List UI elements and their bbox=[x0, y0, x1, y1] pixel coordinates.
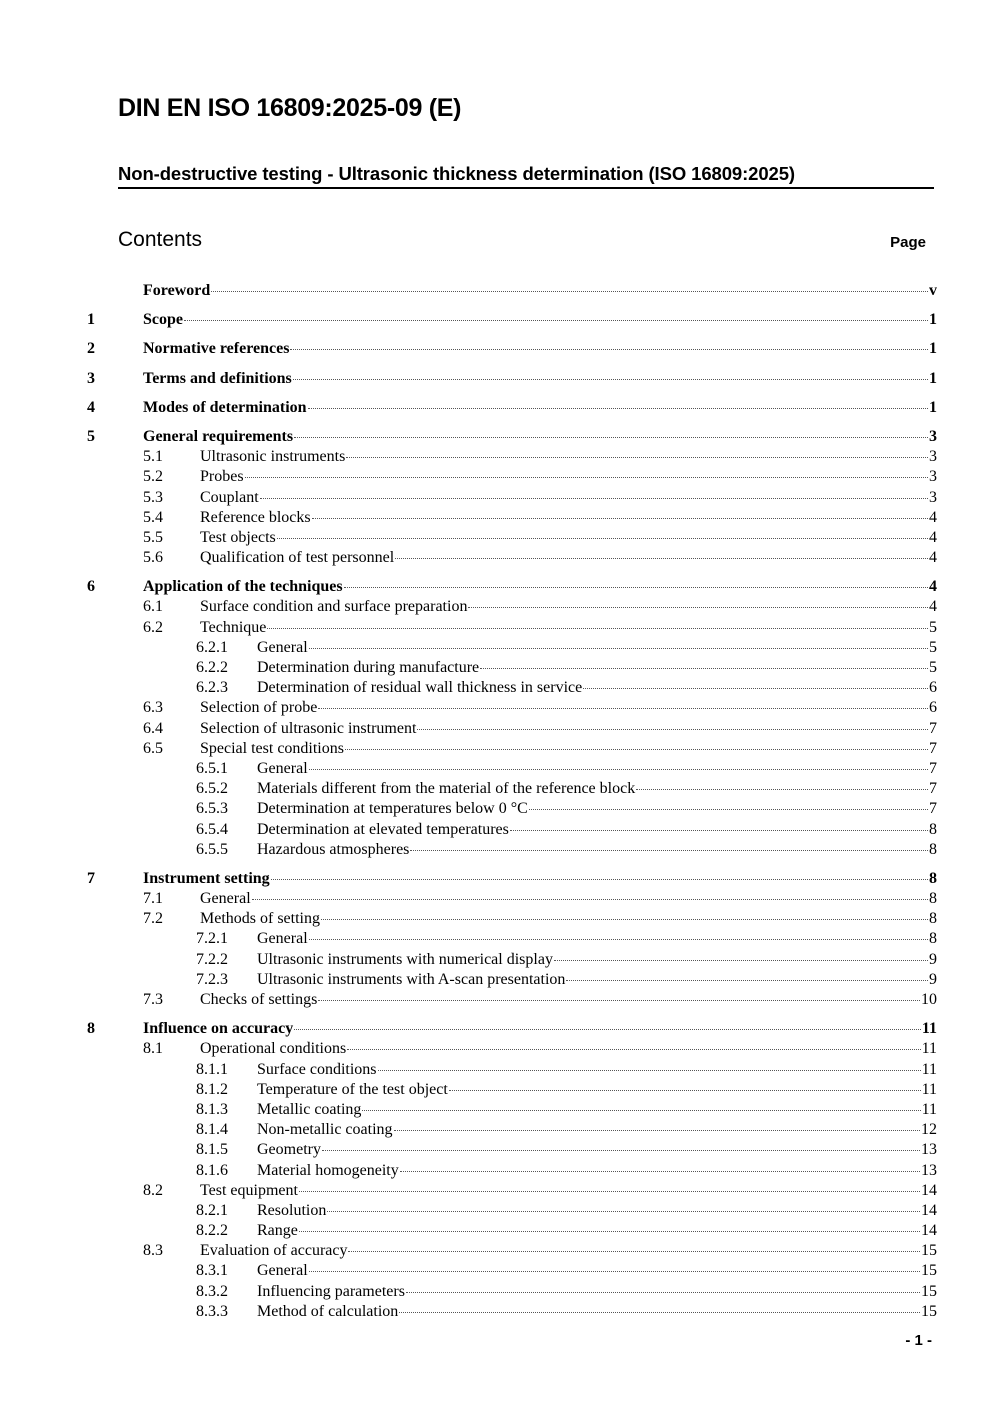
toc-entry[interactable] bbox=[87, 427, 937, 447]
toc-entry-page: 11 bbox=[921, 1020, 937, 1038]
toc-entry-title: General bbox=[257, 930, 308, 948]
toc-entry-number: 8.1.5 bbox=[196, 1141, 228, 1159]
dot-leader bbox=[346, 457, 928, 458]
toc-entry[interactable] bbox=[87, 799, 937, 819]
toc-entry-title: Operational conditions bbox=[200, 1040, 347, 1058]
toc-entry-page: 8 bbox=[929, 820, 937, 838]
toc-entry-number: 7 bbox=[87, 869, 95, 887]
toc-entry[interactable] bbox=[87, 577, 937, 597]
toc-entry-number: 6.2.2 bbox=[196, 659, 228, 676]
toc-entry-number: 5.6 bbox=[143, 549, 163, 567]
toc-entry[interactable] bbox=[87, 597, 937, 617]
toc-entry[interactable] bbox=[87, 508, 937, 528]
toc-entry-title: Terms and definitions bbox=[143, 369, 292, 387]
toc-entry[interactable] bbox=[87, 1060, 937, 1080]
dot-leader bbox=[309, 1271, 920, 1272]
toc-entry-title: Application of the techniques bbox=[143, 578, 343, 596]
toc-entry[interactable] bbox=[87, 1201, 937, 1221]
toc-entry-number: 7.1 bbox=[143, 890, 163, 908]
toc-entry-page: 7 bbox=[929, 800, 937, 818]
toc-entry-number: 6.5.5 bbox=[196, 840, 228, 858]
dot-leader bbox=[554, 960, 928, 961]
toc-entry-number: 5.5 bbox=[143, 528, 163, 546]
toc-entry[interactable] bbox=[87, 618, 937, 638]
toc-entry-number: 6.1 bbox=[143, 598, 163, 616]
toc-entry-number: 8.1.6 bbox=[196, 1161, 228, 1179]
toc-entry-title: Foreword bbox=[143, 282, 211, 299]
toc-entry-title: Reference blocks bbox=[200, 508, 311, 526]
toc-entry-page: 3 bbox=[929, 427, 937, 445]
toc-entry[interactable] bbox=[87, 889, 937, 909]
toc-entry-page: 8 bbox=[929, 930, 937, 948]
toc-entry-number: 8.3.2 bbox=[196, 1282, 228, 1300]
toc-entry-page: 11 bbox=[921, 1100, 937, 1118]
document-title: DIN EN ISO 16809:2025-09 (E) bbox=[118, 94, 462, 122]
dot-leader bbox=[636, 789, 928, 790]
dot-leader bbox=[399, 1312, 920, 1313]
dot-leader bbox=[290, 349, 928, 350]
dot-leader bbox=[267, 628, 928, 629]
toc-entry-number: 6.4 bbox=[143, 719, 163, 737]
toc-entry-page: 6 bbox=[929, 679, 937, 697]
toc-entry-title: Material homogeneity bbox=[257, 1161, 399, 1179]
dot-leader bbox=[566, 980, 928, 981]
toc-entry-page: 14 bbox=[921, 1222, 937, 1240]
dot-leader bbox=[394, 1130, 920, 1131]
dot-leader bbox=[271, 879, 928, 880]
dot-leader bbox=[308, 408, 928, 409]
toc-entry[interactable] bbox=[87, 1120, 937, 1140]
toc-entry-title: General bbox=[257, 1262, 308, 1280]
toc-entry-page: 3 bbox=[929, 468, 937, 486]
toc-entry[interactable] bbox=[87, 281, 937, 301]
toc-entry-number: 7.2.2 bbox=[196, 950, 228, 968]
toc-entry-title: Determination at elevated temperatures bbox=[257, 820, 509, 838]
toc-entry[interactable] bbox=[87, 1261, 937, 1281]
dot-leader bbox=[395, 558, 928, 559]
toc-entry-page: 4 bbox=[929, 598, 937, 616]
toc-entry-page: 5 bbox=[929, 659, 937, 676]
dot-leader bbox=[529, 809, 928, 810]
toc-entry-number: 8.1.2 bbox=[196, 1080, 228, 1098]
toc-entry-number: 1 bbox=[87, 311, 95, 329]
toc-entry-page: 12 bbox=[921, 1121, 937, 1139]
toc-entry-title: General bbox=[257, 759, 308, 777]
toc-entry-title: Instrument setting bbox=[143, 869, 270, 887]
toc-entry-title: Resolution bbox=[257, 1201, 327, 1219]
toc-entry-title: Ultrasonic instruments with numerical display bbox=[257, 950, 553, 968]
toc-entry-number: 6 bbox=[87, 578, 95, 596]
toc-entry-number: 8.1.3 bbox=[196, 1100, 228, 1118]
toc-entry[interactable] bbox=[87, 990, 937, 1010]
toc-entry-number: 8.1.1 bbox=[196, 1060, 228, 1078]
toc-entry[interactable] bbox=[87, 840, 937, 860]
toc-entry-title: General requirements bbox=[143, 427, 294, 445]
toc-entry-number: 8.2.1 bbox=[196, 1201, 228, 1219]
toc-entry[interactable] bbox=[87, 869, 937, 889]
toc-entry-page: 11 bbox=[921, 1040, 937, 1058]
toc-entry-page: 5 bbox=[929, 618, 937, 636]
toc-entry-title: Evaluation of accuracy bbox=[200, 1242, 348, 1260]
toc-entry[interactable] bbox=[87, 528, 937, 548]
toc-entry-page: 1 bbox=[929, 369, 937, 387]
toc-entry[interactable] bbox=[87, 1140, 937, 1160]
toc-entry-number: 6.3 bbox=[143, 699, 163, 717]
toc-entry[interactable] bbox=[87, 488, 937, 508]
toc-entry-title: Normative references bbox=[143, 340, 290, 358]
dot-leader bbox=[294, 1029, 921, 1030]
toc-entry-title: Non-metallic coating bbox=[257, 1121, 393, 1139]
toc-entry[interactable] bbox=[87, 698, 937, 718]
dot-leader bbox=[321, 919, 928, 920]
toc-entry-title: Special test conditions bbox=[200, 739, 344, 757]
toc-entry[interactable] bbox=[87, 1019, 937, 1039]
toc-entry-title: Test objects bbox=[200, 528, 276, 546]
toc-entry-number: 6.5.2 bbox=[196, 780, 228, 798]
dot-leader bbox=[449, 1090, 921, 1091]
toc-entry-title: Probes bbox=[200, 468, 244, 486]
toc-entry[interactable] bbox=[87, 929, 937, 949]
toc-entry[interactable] bbox=[87, 310, 937, 330]
toc-entry-title: Materials different from the material of the reference block bbox=[257, 780, 636, 798]
toc-entry[interactable] bbox=[87, 1282, 937, 1302]
dot-leader bbox=[318, 708, 928, 709]
dot-leader bbox=[345, 749, 928, 750]
toc-entry-title: Selection of ultrasonic instrument bbox=[200, 719, 417, 737]
toc-entry[interactable] bbox=[87, 1039, 937, 1059]
toc-entry[interactable] bbox=[87, 1100, 937, 1120]
toc-entry-title: Hazardous atmospheres bbox=[257, 840, 410, 858]
toc-entry-page: 8 bbox=[929, 910, 937, 928]
toc-entry[interactable] bbox=[87, 759, 937, 779]
toc-entry-title: Surface conditions bbox=[257, 1060, 377, 1078]
dot-leader bbox=[309, 648, 928, 649]
toc-entry-title: Test equipment bbox=[200, 1181, 298, 1199]
toc-entry-page: 11 bbox=[921, 1060, 937, 1078]
toc-entry-page: 7 bbox=[929, 719, 937, 737]
page-column-label: Page bbox=[890, 234, 926, 251]
contents-heading: Contents bbox=[118, 228, 203, 251]
toc-entry-number: 8.2.2 bbox=[196, 1222, 228, 1240]
toc-entry-page: 8 bbox=[929, 840, 937, 858]
toc-entry-title: Modes of determination bbox=[143, 398, 307, 416]
dot-leader bbox=[277, 538, 928, 539]
toc-entry-page: 11 bbox=[921, 1080, 937, 1098]
toc-entry-title: Couplant bbox=[200, 488, 259, 506]
toc-entry-number: 5.4 bbox=[143, 508, 163, 526]
toc-entry-page: 15 bbox=[921, 1262, 937, 1280]
dot-leader bbox=[184, 320, 928, 321]
toc-entry-number: 6.2.1 bbox=[196, 638, 228, 656]
dot-leader bbox=[410, 850, 928, 851]
dot-leader bbox=[344, 587, 928, 588]
toc-entry-title: Selection of probe bbox=[200, 699, 318, 717]
toc-entry[interactable] bbox=[87, 1221, 937, 1241]
toc-entry-title: General bbox=[257, 638, 308, 656]
dot-leader bbox=[252, 899, 928, 900]
toc-entry-title: Geometry bbox=[257, 1141, 321, 1159]
toc-entry-title: Checks of settings bbox=[200, 991, 318, 1008]
dot-leader bbox=[309, 939, 928, 940]
table-of-contents bbox=[87, 281, 937, 1322]
toc-entry[interactable] bbox=[87, 369, 937, 389]
toc-entry[interactable] bbox=[87, 779, 937, 799]
dot-leader bbox=[327, 1211, 920, 1212]
dot-leader bbox=[400, 1171, 920, 1172]
dot-leader bbox=[480, 668, 928, 669]
toc-entry[interactable] bbox=[87, 467, 937, 487]
toc-entry-title: General bbox=[200, 890, 251, 908]
toc-entry[interactable] bbox=[87, 548, 937, 568]
toc-entry-number: 4 bbox=[87, 398, 95, 416]
dot-leader bbox=[294, 437, 928, 438]
toc-entry-page: 1 bbox=[929, 340, 937, 358]
toc-entry-number: 6.5.3 bbox=[196, 800, 228, 818]
toc-entry-page: 6 bbox=[929, 699, 937, 717]
page-number: - 1 - bbox=[905, 1332, 932, 1349]
toc-entry[interactable] bbox=[87, 658, 937, 678]
toc-entry[interactable] bbox=[87, 447, 937, 467]
toc-entry-page: 4 bbox=[929, 508, 937, 526]
toc-entry-page: 7 bbox=[929, 739, 937, 757]
toc-entry-page: 1 bbox=[929, 311, 937, 329]
toc-entry-title: Determination of residual wall thickness in service bbox=[257, 679, 583, 697]
toc-entry-number: 8.1 bbox=[143, 1040, 163, 1058]
dot-leader bbox=[348, 1251, 920, 1252]
toc-entry-page: 15 bbox=[921, 1282, 937, 1300]
toc-entry-title: Influencing parameters bbox=[257, 1282, 405, 1300]
toc-entry-page: 4 bbox=[929, 528, 937, 546]
dot-leader bbox=[318, 1000, 920, 1001]
toc-entry[interactable] bbox=[87, 678, 937, 698]
toc-entry-number: 8.2 bbox=[143, 1181, 163, 1199]
toc-entry-title: Metallic coating bbox=[257, 1100, 362, 1118]
document-subtitle: Non-destructive testing - Ultrasonic thickness determination (ISO 16809:2025) bbox=[118, 163, 934, 189]
toc-entry-page: 8 bbox=[929, 869, 937, 887]
toc-entry-page: 14 bbox=[921, 1201, 937, 1219]
toc-entry-page: 15 bbox=[921, 1302, 937, 1320]
toc-entry-page: 9 bbox=[929, 970, 937, 988]
toc-entry-page: 3 bbox=[929, 448, 937, 466]
dot-leader bbox=[510, 830, 928, 831]
toc-entry-number: 8.3.1 bbox=[196, 1262, 228, 1280]
dot-leader bbox=[312, 518, 928, 519]
dot-leader bbox=[468, 607, 928, 608]
toc-entry-page: 1 bbox=[929, 398, 937, 416]
toc-entry-title: Surface condition and surface preparation bbox=[200, 598, 468, 616]
toc-entry-number: 6.5 bbox=[143, 739, 163, 757]
dot-leader bbox=[299, 1231, 920, 1232]
toc-entry-title: Methods of setting bbox=[200, 910, 320, 928]
toc-entry-title: Method of calculation bbox=[257, 1302, 399, 1320]
toc-entry-number: 8.1.4 bbox=[196, 1121, 228, 1139]
dot-leader bbox=[378, 1070, 921, 1071]
dot-leader bbox=[293, 379, 928, 380]
toc-entry-number: 2 bbox=[87, 340, 95, 358]
dot-leader bbox=[362, 1110, 920, 1111]
toc-entry-title: Determination during manufacture bbox=[257, 659, 480, 676]
toc-entry-page: 3 bbox=[929, 488, 937, 506]
toc-entry-number: 5 bbox=[87, 427, 95, 445]
toc-entry-number: 8.3 bbox=[143, 1242, 163, 1260]
toc-entry-number: 7.2.3 bbox=[196, 970, 228, 988]
toc-entry-number: 3 bbox=[87, 369, 95, 387]
toc-entry-number: 5.1 bbox=[143, 448, 163, 466]
toc-entry[interactable] bbox=[87, 398, 937, 418]
toc-entry-page: 7 bbox=[929, 780, 937, 798]
toc-entry-page: 8 bbox=[929, 890, 937, 908]
toc-entry-page: 4 bbox=[929, 578, 937, 596]
toc-entry-page: v bbox=[929, 282, 937, 299]
dot-leader bbox=[583, 688, 928, 689]
toc-entry-page: 14 bbox=[921, 1181, 937, 1199]
toc-entry-number: 7.3 bbox=[143, 991, 163, 1008]
toc-entry[interactable] bbox=[87, 339, 937, 359]
toc-entry-page: 13 bbox=[921, 1161, 937, 1179]
dot-leader bbox=[406, 1292, 920, 1293]
toc-entry-title: Qualification of test personnel bbox=[200, 549, 395, 567]
toc-entry-title: Range bbox=[257, 1222, 298, 1240]
toc-entry[interactable] bbox=[87, 820, 937, 840]
dot-leader bbox=[260, 498, 928, 499]
toc-entry-title: Ultrasonic instruments bbox=[200, 448, 346, 466]
toc-entry[interactable] bbox=[87, 1302, 937, 1322]
toc-entry-number: 5.3 bbox=[143, 488, 163, 506]
toc-entry-number: 6.5.1 bbox=[196, 759, 228, 777]
dot-leader bbox=[347, 1049, 920, 1050]
toc-entry[interactable] bbox=[87, 719, 937, 739]
dot-leader bbox=[211, 291, 928, 292]
toc-entry-page: 4 bbox=[929, 549, 937, 567]
toc-entry-number: 7.2 bbox=[143, 910, 163, 928]
toc-entry[interactable] bbox=[87, 1080, 937, 1100]
toc-entry-page: 10 bbox=[921, 991, 937, 1008]
toc-entry-number: 8.3.3 bbox=[196, 1302, 228, 1320]
toc-entry-number: 6.2 bbox=[143, 618, 163, 636]
toc-entry[interactable] bbox=[87, 1241, 937, 1261]
toc-entry-page: 13 bbox=[921, 1141, 937, 1159]
toc-entry-title: Influence on accuracy bbox=[143, 1020, 294, 1038]
toc-entry[interactable] bbox=[87, 1181, 937, 1201]
toc-entry-page: 5 bbox=[929, 638, 937, 656]
toc-entry[interactable] bbox=[87, 739, 937, 759]
dot-leader bbox=[245, 477, 928, 478]
toc-entry-number: 5.2 bbox=[143, 468, 163, 486]
toc-entry-number: 7.2.1 bbox=[196, 930, 228, 948]
toc-entry[interactable] bbox=[87, 638, 937, 658]
toc-entry-title: Ultrasonic instruments with A-scan presentation bbox=[257, 970, 566, 988]
toc-entry-title: Scope bbox=[143, 311, 183, 329]
toc-entry-title: Technique bbox=[200, 618, 267, 636]
toc-entry-title: Determination at temperatures below 0 °C bbox=[257, 800, 528, 818]
dot-leader bbox=[417, 729, 928, 730]
toc-entry[interactable] bbox=[87, 909, 937, 929]
toc-entry-number: 6.5.4 bbox=[196, 820, 228, 838]
dot-leader bbox=[309, 769, 928, 770]
toc-entry-number: 8 bbox=[87, 1020, 95, 1038]
toc-entry-page: 15 bbox=[921, 1242, 937, 1260]
dot-leader bbox=[322, 1150, 920, 1151]
toc-entry[interactable] bbox=[87, 950, 937, 970]
toc-entry[interactable] bbox=[87, 970, 937, 990]
dot-leader bbox=[299, 1191, 920, 1192]
toc-entry[interactable] bbox=[87, 1161, 937, 1181]
toc-entry-number: 6.2.3 bbox=[196, 679, 228, 697]
toc-entry-page: 9 bbox=[929, 950, 937, 968]
toc-entry-title: Temperature of the test object bbox=[257, 1080, 448, 1098]
toc-entry-page: 7 bbox=[929, 759, 937, 777]
